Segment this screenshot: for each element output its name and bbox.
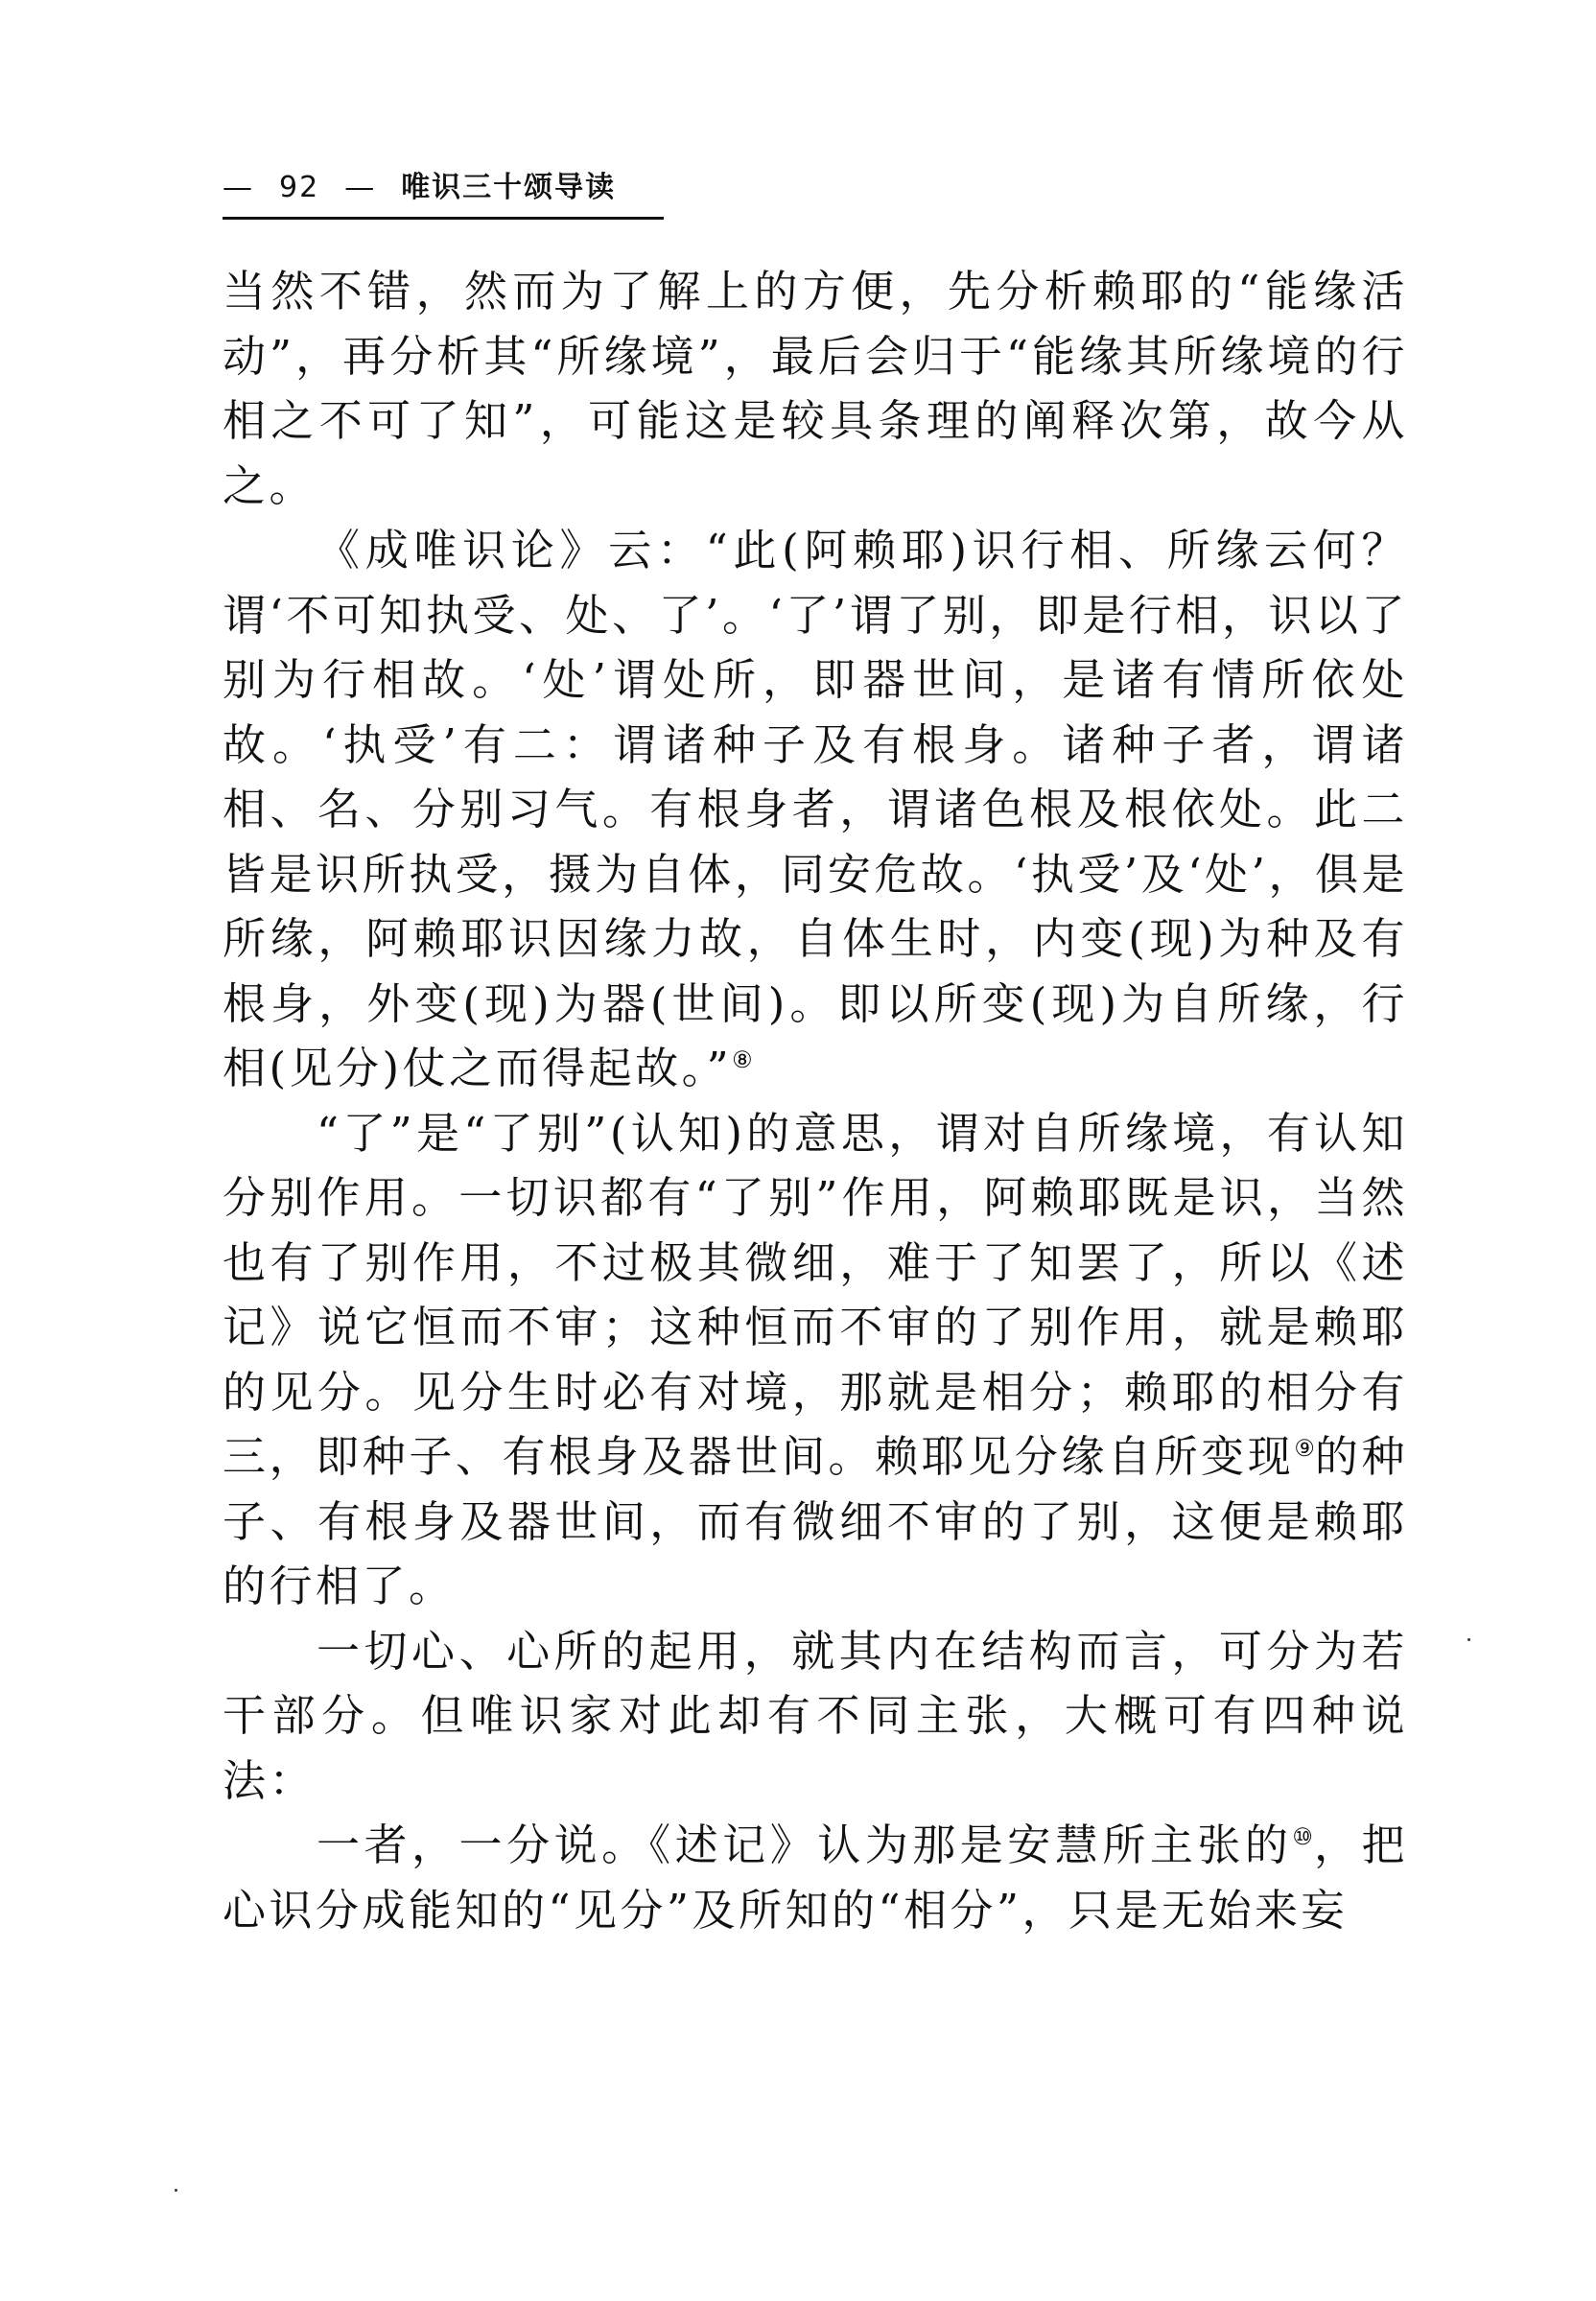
footnote-marker: ⑨ [1294,1435,1315,1462]
scan-speck [175,2189,177,2192]
page-number: 92 [279,171,320,204]
paragraph-4 [223,1619,1408,1814]
paragraph-2-text: 《成唯识论》云：“此(阿赖耶)识行相、所缘云何？谓‘不可知执受、处、了’。‘了’谓了别，即是行相，识以了别为行相故。‘处’谓处所，即器世间，是诸有情所依处故。‘执受’有二：谓诸种子及有根身。诸种子者，谓诸相、名、分别习气。有根身者，谓诸色根及根依处。此二皆是识所执受，摄为自体，同安危故。‘执受’及‘处’，俱是所缘，阿赖耶识因缘力故，自体生时，内变(现)为种及有根身，外变(现)为器(世间)。即以所变(现)为自所缘，行相(见分)仗之而得起故。” [223,525,1408,1093]
header-dash-right: — [344,170,377,204]
book-title: 唯识三十颂导读 [401,171,617,204]
scan-speck [1467,1638,1470,1641]
paragraph-1 [223,259,1408,518]
paragraph-3-text-b: 的种子、有根身及器世间，而有微细不审的了别，这便是赖耶的行相了。 [223,1431,1408,1611]
header-dash-left: — [223,170,254,204]
running-header [223,163,664,219]
paragraph-5 [223,1813,1408,1942]
paragraph-3 [223,1101,1408,1619]
paragraph-3-text-a: “了”是“了别”(认知)的意思，谓对自所缘境，有认知分别作用。一切识都有“了别”作用，阿赖耶既是识，当然也有了别作用，不过极其微细，难于了知罢了，所以《述记》说它恒而不审；这种恒而不审的了别作用，就是赖耶的见分。见分生时必有对境，那就是相分；赖耶的相分有三，即种子、有根身及器世间。赖耶见分缘自所变现 [223,1107,1408,1482]
footnote-marker: ⑩ [1292,1823,1314,1850]
header-rule [223,217,664,220]
paragraph-5-text-b: ，把心识分成能知的“见分”及所知的“相分”，只是无始来妄 [223,1820,1408,1936]
body-text [223,259,1408,1942]
paragraph-1-text: 当然不错，然而为了解上的方便，先分析赖耶的“能缘活动”，再分析其“所缘境”，最后会归于“能缘其所缘境的行相之不可了知”，可能这是较具条理的阐释次第，故今从之。 [223,266,1408,511]
paragraph-5-text-a: 一者，一分说。《述记》认为那是安慧所主张的 [317,1820,1293,1870]
footnote-marker: ⑧ [732,1046,753,1073]
paragraph-4-text: 一切心、心所的起用，就其内在结构而言，可分为若干部分。但唯识家对此却有不同主张，大概可有四种说法： [223,1625,1408,1806]
paragraph-2 [223,518,1408,1101]
